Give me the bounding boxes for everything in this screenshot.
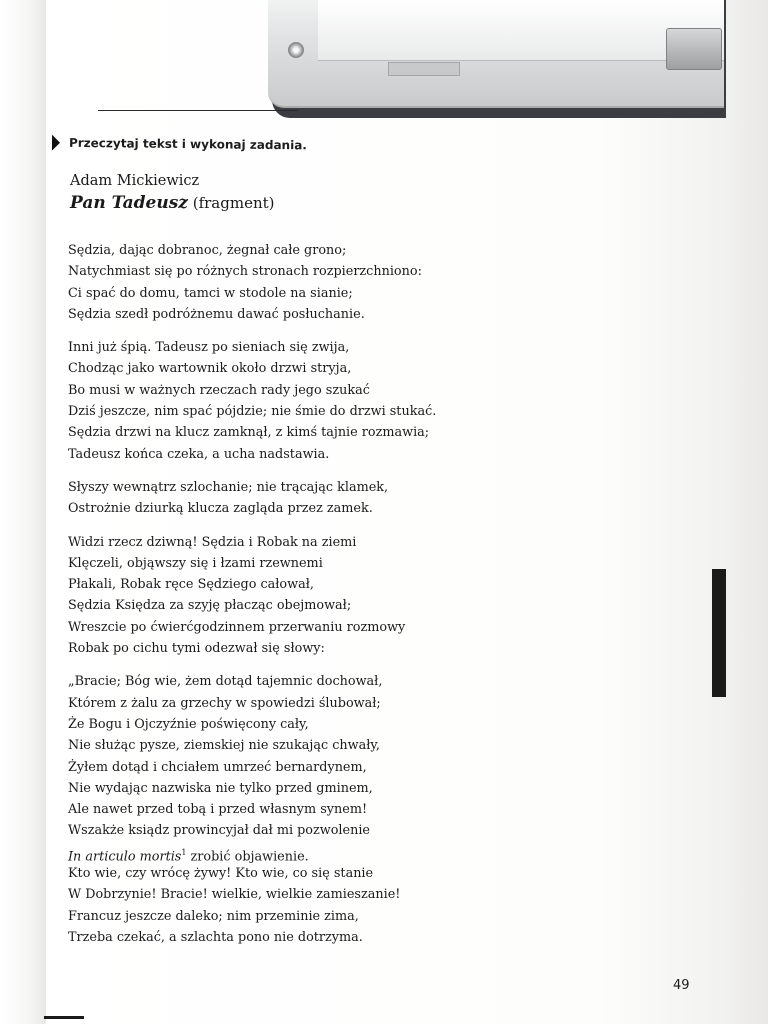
poem-line: Trzeba czekać, a szlachta pono nie dotrzyma. (68, 929, 363, 945)
poem-line: Klęczeli, objąwszy się i łzami rzewnemi (68, 555, 323, 571)
poem-line: Dziś jeszcze, nim spać pójdzie; nie śmie do drzwi stukać. (68, 404, 437, 420)
poem-line: Płakali, Robak ręce Sędziego całował, (68, 577, 314, 593)
stapler-rivet (288, 42, 304, 58)
stapler-slot (388, 62, 460, 76)
chapter-side-tab (712, 569, 726, 697)
poem-line: W Dobrzynie! Bracie! wielkie, wielkie zamieszanie! (68, 887, 401, 903)
poem-line: Ci spać do domu, tamci w stodole na sianie; (68, 285, 353, 301)
triangle-bullet-icon (52, 135, 60, 151)
poem-author: Adam Mickiewicz (70, 173, 200, 189)
poem-line: Robak po cichu tymi odezwał się słowy: (68, 641, 325, 657)
poem-line: Sędzia Księdza za szyję płacząc obejmował; (68, 598, 352, 614)
stapler-top (318, 0, 724, 61)
poem-text (68, 240, 488, 960)
latin-phrase: In articulo mortis (68, 848, 182, 864)
stanza (68, 532, 488, 660)
latin-line-rest: zrobić objawienie. (186, 848, 309, 864)
poem-subtitle: (fragment) (192, 194, 275, 212)
page-gutter (0, 0, 46, 1024)
stapler-photo (268, 0, 728, 122)
poem-title-line (70, 192, 275, 214)
poem-line: Ale nawet przed tobą i przed własnym synem! (68, 802, 368, 818)
poem-line: Inni już śpią. Tadeusz po sieniach się zwija, (68, 340, 350, 356)
page-bottom-edge (44, 1016, 84, 1019)
footnote-mark: 1 (181, 847, 187, 857)
poem-line: Sędzia drzwi na klucz zamknął, z kimś tajnie rozmawia; (68, 425, 430, 441)
poem-line: Wszakże ksiądz prowincyjał dał mi pozwolenie (68, 823, 370, 839)
poem-line: Chodząc jako wartownik około drzwi stryja, (68, 361, 352, 377)
poem-line: Ostrożnie dziurką klucza zagląda przez zamek. (68, 501, 373, 517)
page-number: 49 (673, 978, 690, 993)
instruction-text: Przeczytaj tekst i wykonaj zadania. (68, 135, 307, 153)
poem-title: Pan Tadeusz (70, 193, 188, 213)
poem-line: Kto wie, czy wrócę żywy! Kto wie, co się stanie (68, 866, 374, 882)
poem-line: Nie służąc pysze, ziemskiej nie szukając chwały, (68, 738, 380, 754)
poem-line: Nie wydając nazwiska nie tylko przed gminem, (68, 780, 373, 796)
stanza (68, 240, 488, 325)
poem-line: Tadeusz końca czeka, a ucha nadstawia. (68, 446, 330, 462)
stanza (68, 671, 488, 948)
poem-line: Że Bogu i Ojczyźnie poświęcony cały, (68, 716, 309, 732)
task-instruction (52, 133, 307, 156)
stanza (68, 477, 488, 520)
poem-line: Słyszy wewnątrz szlochanie; nie trącając klamek, (68, 479, 389, 495)
stanza (68, 337, 488, 465)
poem-line: Wreszcie po ćwierćgodzinnem przerwaniu rozmowy (68, 619, 406, 635)
poem-line: Sędzia, dając dobranoc, żegnał całe grono; (68, 243, 347, 258)
poem-line: Natychmiast się po różnych stronach rozpierzchniono: (68, 264, 422, 280)
poem-line: Którem z żalu za grzechy w spowiedzi ślubował; (68, 695, 381, 711)
poem-line: „Bracie; Bóg wie, żem dotąd tajemnic dochował, (68, 674, 383, 690)
poem-line-latin (68, 842, 488, 863)
poem-line: Widzi rzecz dziwną! Sędzia i Robak na ziemi (68, 534, 357, 550)
poem-line: Bo musi w ważnych rzeczach rady jego szukać (68, 382, 370, 398)
stapler-clip (666, 28, 722, 70)
separator-rule (98, 110, 298, 111)
poem-header (70, 170, 275, 214)
poem-line: Sędzia szedł podróżnemu dawać posłuchanie. (68, 306, 365, 322)
poem-line: Żyłem dotąd i chciałem umrzeć bernardynem, (68, 759, 367, 775)
poem-line: Francuz jeszcze daleko; nim przeminie zima, (68, 908, 359, 924)
